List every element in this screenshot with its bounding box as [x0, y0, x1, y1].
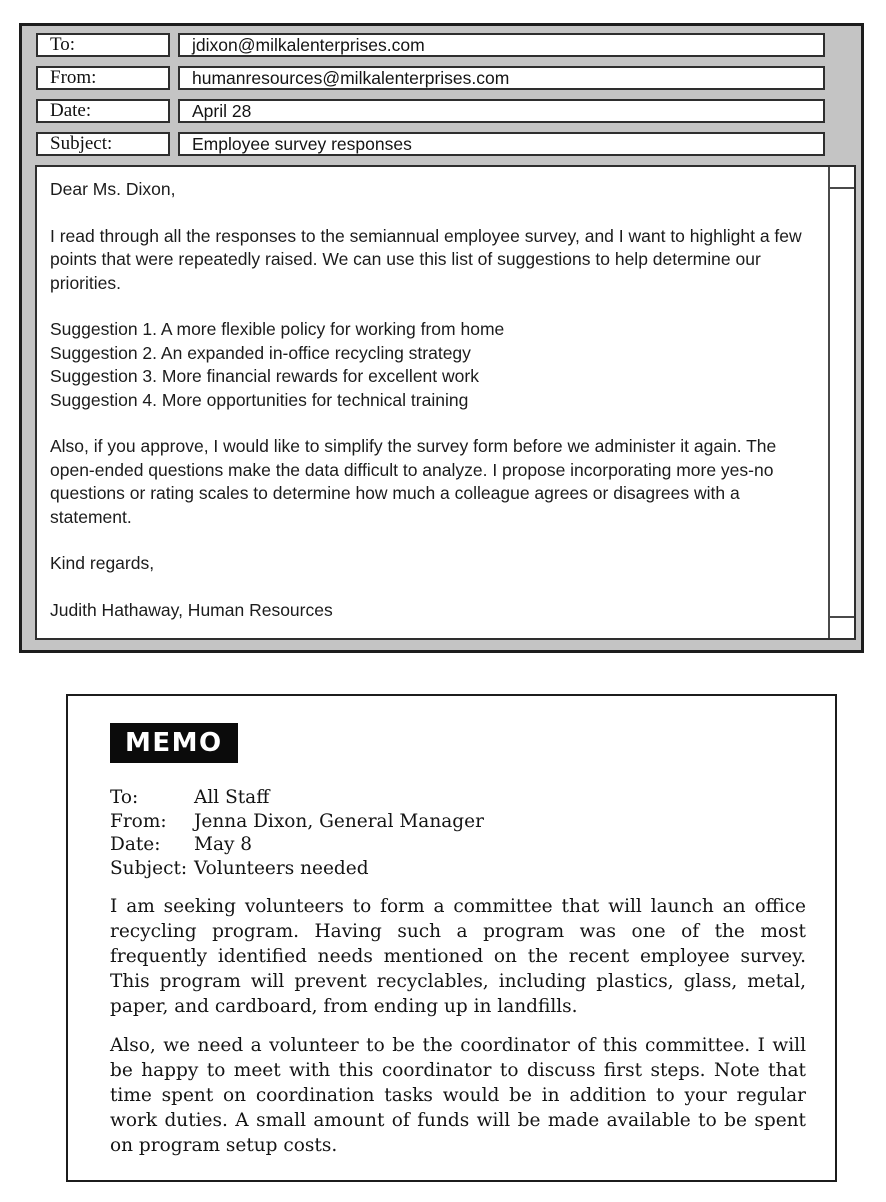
memo-header-row-from — [110, 810, 806, 834]
email-header-row-to — [36, 33, 825, 57]
memo-header-row-date — [110, 833, 806, 857]
memo-date-label: Date: — [110, 834, 161, 855]
to-label: To: — [36, 33, 170, 57]
memo-header-row-to — [110, 786, 806, 810]
email-header-row-date — [36, 99, 825, 123]
subject-label: Subject: — [36, 132, 170, 156]
email-window — [19, 23, 864, 653]
memo-header-row-subject — [110, 857, 806, 881]
date-field[interactable]: April 28 — [178, 99, 825, 123]
memo-to-label: To: — [110, 787, 139, 808]
memo-from-value: Jenna Dixon, General Manager — [194, 810, 484, 832]
memo-header-block — [110, 786, 806, 880]
email-header-row-from — [36, 66, 825, 90]
suggestion-line-3: Suggestion 3. More financial rewards for excellent work — [50, 366, 479, 386]
memo-paragraph-1: I am seeking volunteers to form a committee that will launch an office recycling program. Having such a program was one of the most frequently identified needs mentioned on the recent employee survey. This program will prevent recyclables, including plastics, glass, metal, paper, and cardboard, from ending up in landfills. — [110, 896, 806, 1017]
email-body-text — [37, 167, 828, 638]
memo-to-value: All Staff — [194, 787, 270, 808]
email-paragraph-1: I read through all the responses to the semiannual employee survey, and I want to highlight a few points that were repeatedly raised. We can use this list of suggestions to help determine our priorities. — [50, 225, 802, 293]
email-body-box — [35, 165, 856, 640]
memo-subject-label: Subject: — [110, 857, 188, 879]
email-paragraph-2: Also, if you approve, I would like to simplify the survey form before we administer it again. The open-ended questions make the data difficult to analyze. I propose incorporating more yes-no questions or rating scales to determine how much a colleague agrees or disagrees with a statement. — [50, 436, 777, 527]
email-scrollbar[interactable] — [828, 167, 854, 638]
to-field[interactable]: jdixon@milkalenterprises.com — [178, 33, 825, 57]
memo-from-label: From: — [110, 810, 167, 832]
scroll-up-button[interactable] — [830, 167, 854, 189]
from-label: From: — [36, 66, 170, 90]
email-closing: Kind regards, — [50, 553, 155, 573]
email-header-row-subject — [36, 132, 825, 156]
suggestion-line-4: Suggestion 4. More opportunities for technical training — [50, 389, 469, 410]
memo-paragraph-2: Also, we need a volunteer to be the coordinator of this committee. I will be happy to meet with this coordinator to discuss first steps. Note that time spent on coordination tasks would be in addition to your regular work duties. A small amount of funds will be made available to be spent on program setup costs. — [110, 1035, 806, 1156]
scrollbar-track[interactable] — [830, 189, 854, 616]
suggestion-line-2: Suggestion 2. An expanded in-office recycling strategy — [50, 342, 471, 363]
email-signature: Judith Hathaway, Human Resources — [50, 599, 333, 620]
scroll-down-button[interactable] — [830, 616, 854, 638]
memo-badge: MEMO — [110, 723, 238, 763]
memo-subject-value: Volunteers needed — [194, 857, 369, 879]
from-field[interactable]: humanresources@milkalenterprises.com — [178, 66, 825, 90]
memo-document — [66, 694, 837, 1182]
subject-field[interactable]: Employee survey responses — [178, 132, 825, 156]
memo-date-value: May 8 — [194, 834, 253, 855]
email-suggestion-list — [50, 318, 814, 412]
date-label: Date: — [36, 99, 170, 123]
email-salutation: Dear Ms. Dixon, — [50, 179, 176, 199]
suggestion-line-1: Suggestion 1. A more flexible policy for working from home — [50, 319, 505, 339]
